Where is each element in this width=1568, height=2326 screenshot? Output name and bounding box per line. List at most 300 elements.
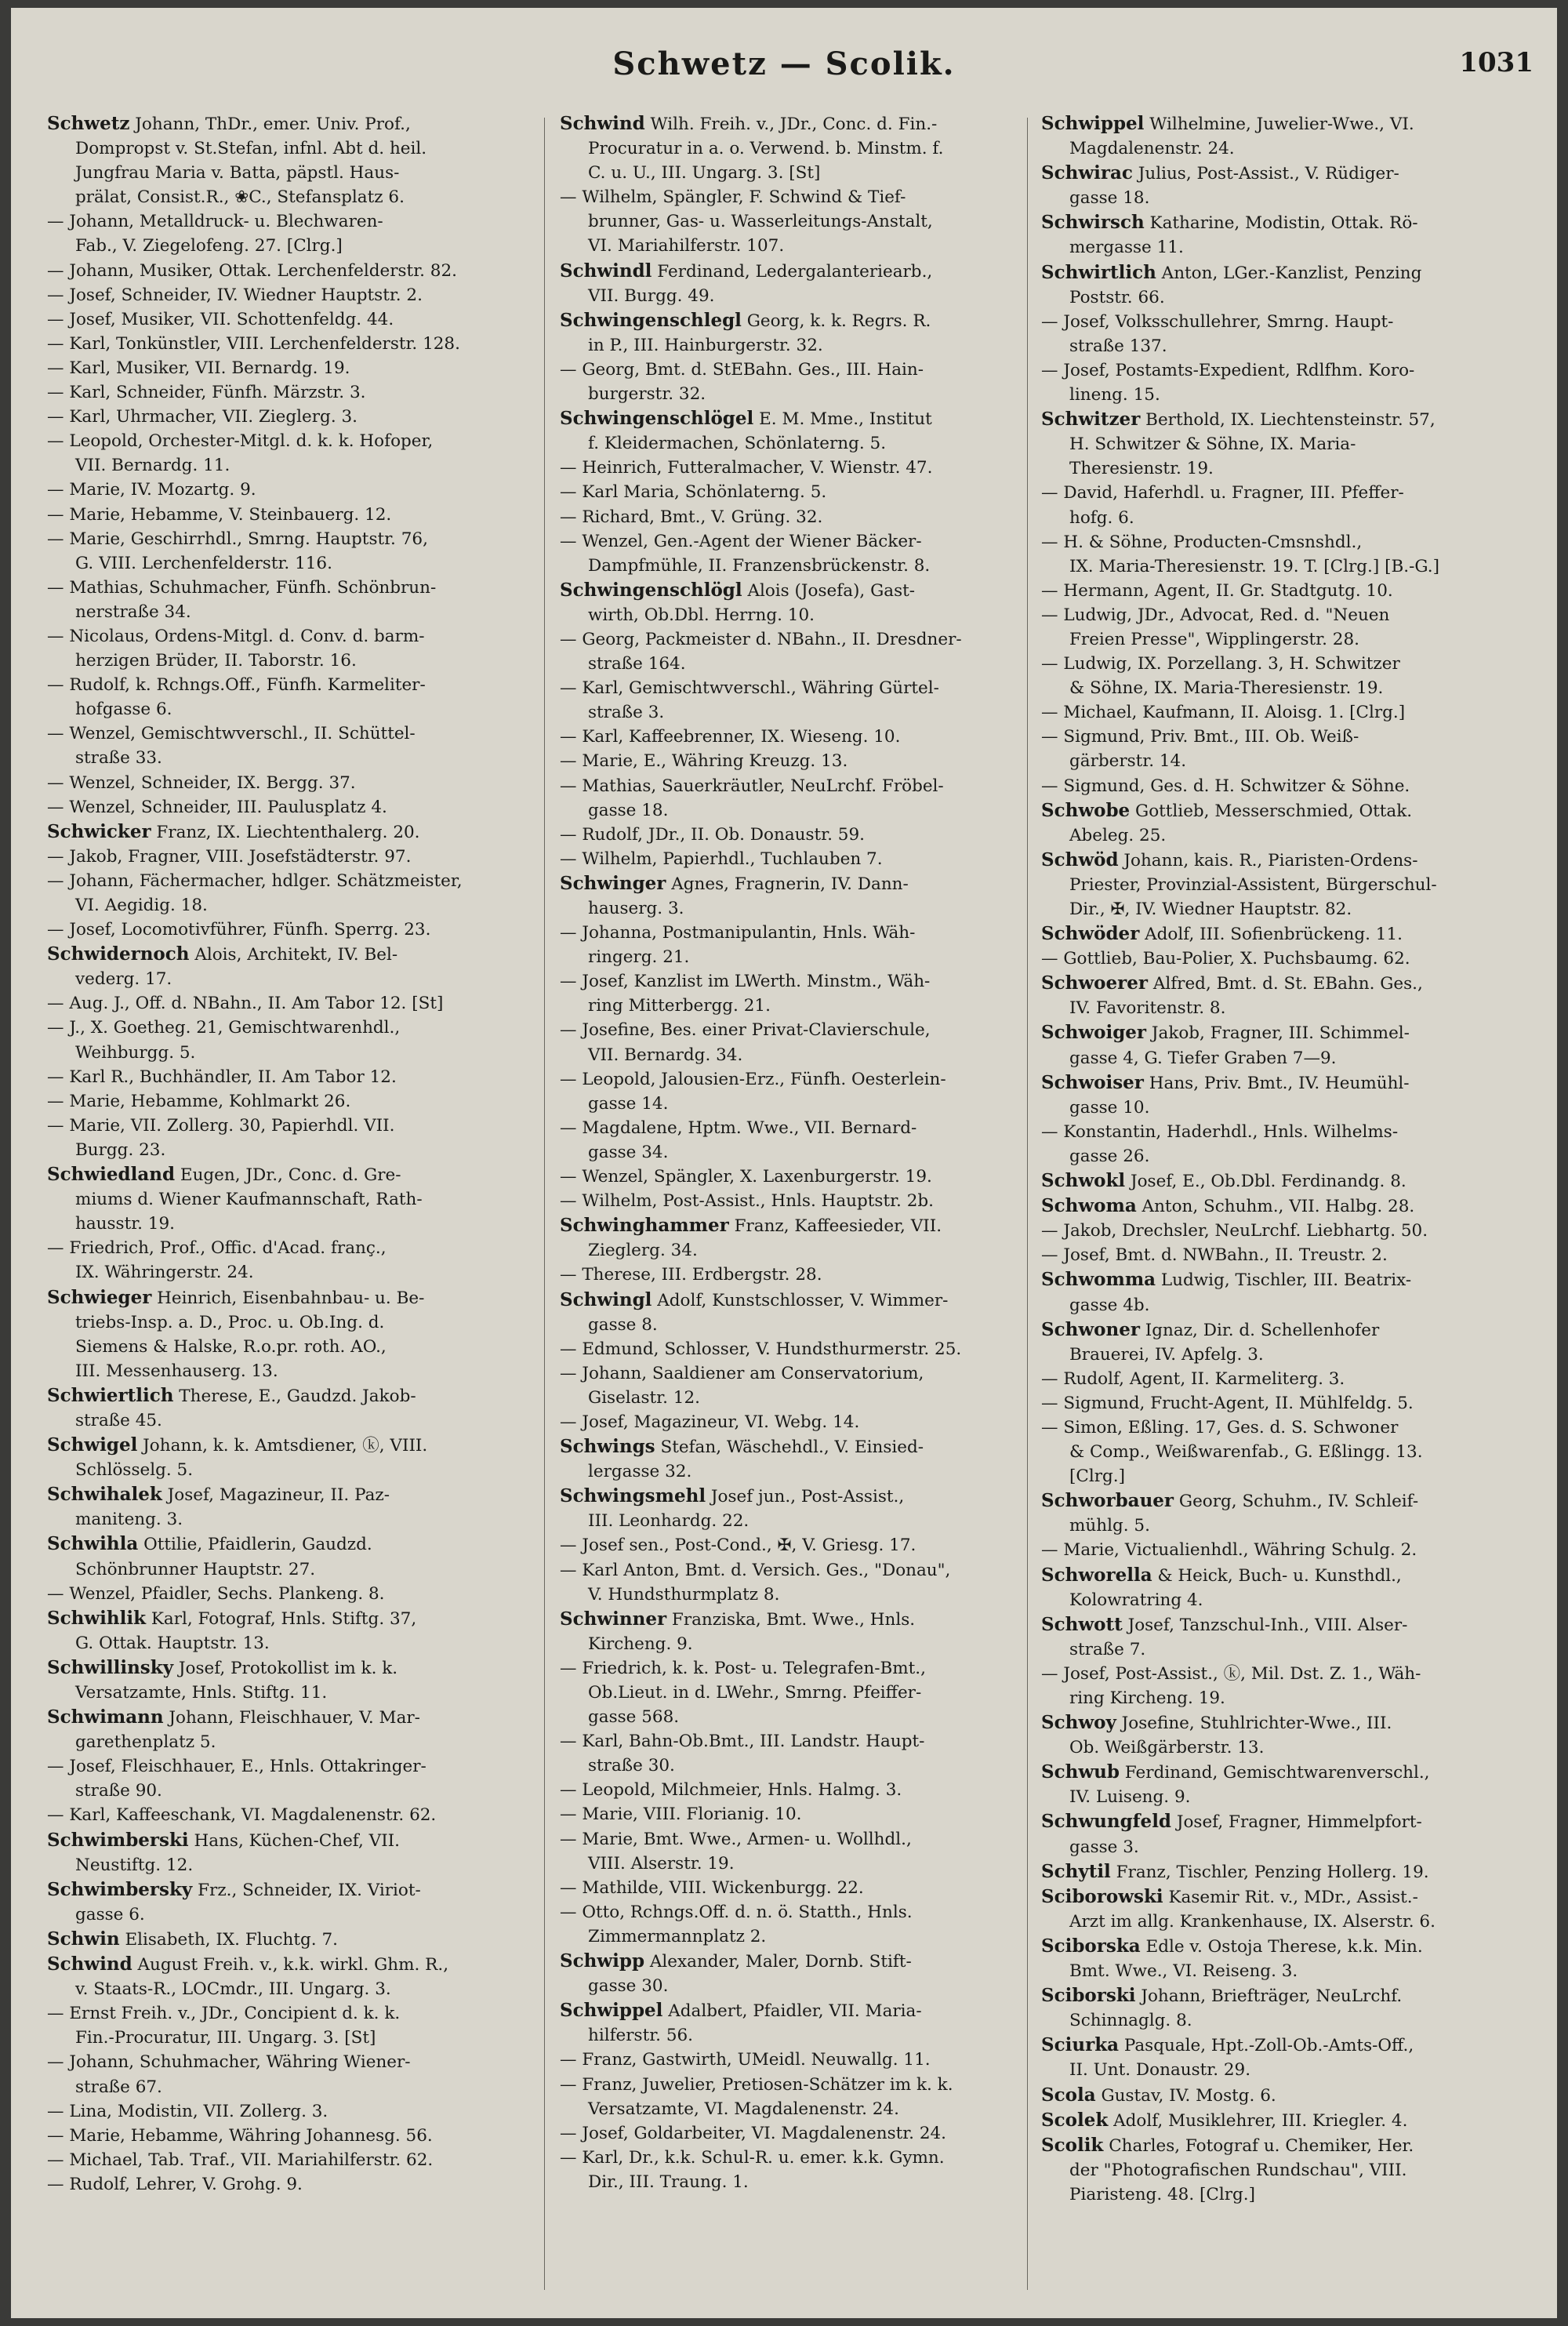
entry-continuation-dash: —	[560, 1902, 583, 1922]
entry-text: Magdalenenstr. 24.	[1069, 139, 1235, 159]
directory-entry-line	[47, 2026, 549, 2050]
entry-text: Franz, Juwelier, Pretiosen-Schätzer im k. k.	[582, 2074, 953, 2095]
entry-surname: Schwiertlich	[47, 1384, 174, 1406]
entry-continuation-dash: —	[560, 1265, 583, 1285]
entry-surname: Scola	[1041, 2084, 1096, 2106]
directory-entry-line	[47, 453, 549, 478]
entry-text: herzigen Brüder, II. Taborstr. 16.	[75, 651, 357, 671]
directory-entry-line	[47, 136, 549, 161]
directory-entry-line	[47, 1383, 549, 1408]
entry-surname: Schwott	[1041, 1613, 1123, 1635]
entry-continuation-dash: —	[560, 2123, 583, 2143]
directory-entry-line	[560, 749, 1062, 773]
directory-entry-line	[560, 896, 1062, 921]
directory-entry-line	[1041, 1488, 1543, 1514]
directory-entry-line	[47, 1458, 549, 1482]
entry-text: Schinnaglg. 8.	[1069, 2011, 1192, 2031]
entry-text: VII. Bernardg. 34.	[588, 1045, 743, 1065]
entry-surname: Schwirtlich	[1041, 261, 1156, 283]
entry-text: Fab., V. Ziegelofeng. 27. [Clrg.]	[75, 236, 343, 256]
entry-continuation-dash: —	[1041, 605, 1064, 625]
entry-continuation-dash: —	[560, 972, 583, 992]
entry-surname: Schwinghammer	[560, 1215, 729, 1237]
directory-entry-line	[560, 1313, 1062, 1337]
entry-continuation-dash: —	[560, 1339, 583, 1359]
entry-continuation-dash: —	[560, 1363, 583, 1383]
directory-entry-line	[560, 1410, 1062, 1434]
entry-text: Josef, Schneider, IV. Wiedner Hauptstr. 2.	[69, 285, 423, 305]
entry-text: & Comp., Weißwarenfab., G. Eßlingg. 13.	[1069, 1442, 1423, 1463]
entry-continuation-dash: —	[47, 797, 70, 817]
directory-entry-line	[1041, 530, 1543, 554]
entry-text: Gottlieb, Bau-Polier, X. Puchsbaumg. 62.	[1063, 949, 1410, 969]
entry-continuation-dash: —	[560, 482, 583, 503]
directory-entry-line	[1041, 1219, 1543, 1243]
entry-surname: Scolik	[1041, 2134, 1104, 2156]
entry-text: Kircheng. 9.	[588, 1634, 693, 1654]
entry-continuation-dash: —	[560, 727, 583, 747]
entry-text: Karl, Fotograf, Hnls. Stiftg. 37,	[146, 1608, 417, 1629]
entry-surname: Schwirsch	[1041, 212, 1145, 234]
directory-entry-line	[1041, 971, 1543, 996]
entry-text: Ottilie, Pfaidlerin, Gaudzd.	[138, 1535, 372, 1555]
entry-text: Wilhelm, Papierhdl., Tuchlauben 7.	[582, 849, 883, 869]
directory-entry-line	[560, 1140, 1062, 1165]
directory-entry-line	[1041, 1070, 1543, 1096]
directory-entry-line	[47, 1631, 549, 1655]
entry-text: Freien Presse", Wipplingerstr. 28.	[1069, 629, 1359, 649]
entry-text: gasse 3.	[1069, 1837, 1139, 1857]
directory-entry-line	[47, 1016, 549, 1040]
directory-entry-line	[1041, 2133, 1543, 2158]
entry-continuation-dash: —	[560, 751, 583, 772]
entry-continuation-dash: —	[47, 260, 70, 281]
directory-entry-line	[1041, 1243, 1543, 1267]
entry-continuation-dash: —	[560, 1560, 583, 1580]
directory-entry-line	[1041, 161, 1543, 186]
directory-entry-line	[47, 1828, 549, 1853]
entry-continuation-dash: —	[1041, 311, 1064, 332]
directory-entry-line	[560, 1583, 1062, 1607]
entry-text: Marie, Hebamme, Kohlmarkt 26.	[69, 1091, 351, 1111]
entry-text: lergasse 32.	[588, 1462, 692, 1482]
directory-entry-line	[560, 2170, 1062, 2194]
directory-entry-line	[560, 209, 1062, 234]
entry-text: Katharine, Modistin, Ottak. Rö-	[1144, 213, 1418, 234]
entry-text: Dampfmühle, II. Franzensbrückenstr. 8.	[588, 555, 931, 576]
entry-text: Josef, Goldarbeiter, VI. Magdalenenstr. 24.	[582, 2123, 947, 2143]
entry-continuation-dash: —	[560, 1829, 583, 1849]
entry-continuation-dash: —	[560, 2147, 583, 2168]
entry-text: Weihburgg. 5.	[75, 1042, 196, 1063]
entry-text: IX. Währingerstr. 24.	[75, 1263, 254, 1283]
entry-continuation-dash: —	[1041, 1368, 1064, 1389]
directory-entry-line	[47, 918, 549, 942]
directory-entry-line	[47, 1212, 549, 1236]
entry-text: Mathias, Sauerkräutler, NeuLrchf. Fröbel-	[582, 776, 944, 796]
entry-text: Johann, Fleischhauer, V. Mar-	[163, 1708, 420, 1728]
directory-entry-line	[1041, 1440, 1543, 1464]
entry-continuation-dash: —	[47, 772, 70, 793]
directory-entry-line	[1041, 725, 1543, 749]
directory-entry-line	[1041, 1120, 1543, 1144]
entry-text: Josef, Magazineur, II. Paz-	[162, 1485, 390, 1506]
entry-surname: Schwind	[560, 113, 645, 134]
entry-text: ring Mitterbergg. 21.	[588, 996, 771, 1016]
entry-surname: Schwin	[47, 1928, 120, 1950]
entry-surname: Scolek	[1041, 2109, 1109, 2131]
entry-surname: Schwoiser	[1041, 1071, 1144, 1093]
directory-entry-line	[560, 1754, 1062, 1778]
entry-text: Aug. J., Off. d. NBahn., II. Am Tabor 12. [St]	[69, 994, 444, 1014]
entry-continuation-dash: —	[47, 407, 70, 427]
entry-text: Hans, Küchen-Chef, VII.	[188, 1830, 401, 1851]
entry-continuation-dash: —	[47, 504, 70, 525]
entry-text: Mathias, Schuhmacher, Fünfh. Schönbrun-	[69, 577, 437, 598]
entry-text: gärberstr. 14.	[1069, 751, 1187, 772]
entry-surname: Schwingenschlögl	[560, 579, 742, 601]
directory-entry-line	[47, 332, 549, 356]
directory-entry-line	[560, 1778, 1062, 1802]
entry-text: Josef, Post-Assist., ⓚ, Mil. Dst. Z. 1., Wäh-	[1063, 1663, 1421, 1684]
entry-continuation-dash: —	[47, 1583, 70, 1604]
entry-text: gasse 18.	[588, 800, 669, 820]
entry-text: Josef, Magazineur, VI. Webg. 14.	[582, 1412, 860, 1432]
entry-surname: Schwihalek	[47, 1484, 162, 1506]
entry-text: E. M. Mme., Institut	[753, 409, 932, 430]
entry-text: gasse 10.	[1069, 1097, 1150, 1118]
entry-text: Johanna, Postmanipulantin, Hnls. Wäh-	[582, 923, 916, 943]
directory-entry-line	[1041, 506, 1543, 530]
entry-text: Versatzamte, VI. Magdalenenstr. 24.	[588, 2099, 899, 2119]
directory-entry-line	[560, 798, 1062, 823]
directory-entry-line	[47, 2148, 549, 2172]
entry-surname: Schwings	[560, 1436, 655, 1458]
entry-surname: Schwoner	[1041, 1318, 1140, 1340]
directory-columns	[11, 111, 1557, 2299]
entry-text: garethenplatz 5.	[75, 1732, 216, 1753]
directory-entry-line	[1041, 310, 1543, 334]
directory-entry-line	[47, 1260, 549, 1285]
directory-entry-line	[47, 2099, 549, 2124]
entry-continuation-dash: —	[560, 1780, 583, 1801]
directory-entry-line	[1041, 652, 1543, 676]
entry-text: gasse 18.	[1069, 188, 1150, 209]
directory-entry-line	[1041, 1910, 1543, 1934]
directory-entry-line	[47, 624, 549, 649]
entry-text: in P., III. Hainburgerstr. 32.	[588, 335, 823, 355]
directory-entry-line	[47, 1730, 549, 1754]
directory-entry-line	[47, 1236, 549, 1260]
directory-entry-line	[1041, 136, 1543, 161]
entry-text: III. Leonhardg. 22.	[588, 1511, 750, 1532]
directory-entry-line	[47, 845, 549, 869]
entry-text: G. VIII. Lerchenfelderstr. 116.	[75, 553, 332, 573]
entry-text: Johann, kais. R., Piaristen-Ordens-	[1118, 850, 1418, 870]
directory-entry-line	[560, 529, 1062, 554]
directory-entry-line	[1041, 848, 1543, 873]
entry-text: gasse 6.	[75, 1904, 145, 1924]
directory-entry-line	[560, 2121, 1062, 2146]
entry-text: VIII. Alserstr. 19.	[588, 1853, 735, 1874]
entry-text: II. Unt. Donaustr. 29.	[1069, 2060, 1251, 2081]
entry-surname: Schwirac	[1041, 162, 1133, 184]
entry-continuation-dash: —	[560, 1167, 583, 1187]
entry-continuation-dash: —	[1041, 703, 1064, 723]
directory-entry-line	[47, 991, 549, 1016]
entry-text: Adalbert, Pfaidler, VII. Maria-	[662, 2001, 922, 2022]
entry-continuation-dash: —	[560, 2050, 583, 2070]
directory-entry-line	[47, 1606, 549, 1631]
directory-entry-line	[1041, 407, 1543, 432]
directory-entry-line	[1041, 603, 1543, 627]
directory-entry-line	[560, 700, 1062, 725]
entry-text: Josef sen., Post-Cond., ✠, V. Griesg. 17.	[582, 1536, 916, 1556]
directory-entry-line	[1041, 1710, 1543, 1735]
entry-text: Wenzel, Spängler, X. Laxenburgerstr. 19.	[582, 1167, 932, 1187]
entry-surname: Schwinner	[560, 1608, 667, 1630]
entry-text: H. Schwitzer & Söhne, IX. Maria-	[1069, 434, 1356, 455]
entry-text: ringerg. 21.	[588, 947, 690, 968]
entry-text: Marie, E., Währing Kreuzg. 13.	[582, 751, 848, 772]
directory-entry-line	[1041, 700, 1543, 725]
entry-text: Kolowratring 4.	[1069, 1590, 1203, 1610]
entry-text: Josef, Bmt. d. NWBahn., II. Treustr. 2.	[1063, 1245, 1388, 1266]
entry-text: Josef, Kanzlist im LWerth. Minstm., Wäh-	[582, 972, 931, 992]
entry-continuation-dash: —	[560, 531, 583, 551]
directory-entry-line	[1041, 897, 1543, 921]
directory-entry-line	[47, 1310, 549, 1335]
directory-entry-line	[560, 774, 1062, 798]
directory-entry-line	[1041, 186, 1543, 210]
directory-entry-line	[1041, 1785, 1543, 1809]
entry-text: Julius, Post-Assist., V. Rüdiger-	[1132, 164, 1399, 184]
directory-entry-line	[1041, 947, 1543, 971]
entry-continuation-dash: —	[47, 309, 70, 329]
directory-entry-line	[47, 1187, 549, 1212]
entry-text: Karl, Schneider, Fünfh. Märzstr. 3.	[69, 383, 366, 403]
entry-text: Ludwig, JDr., Advocat, Red. d. "Neuen	[1063, 605, 1390, 625]
directory-entry-line	[1041, 235, 1543, 260]
entry-text: Wilhelm, Spängler, F. Schwind & Tief-	[582, 187, 906, 208]
entry-text: Giselastr. 12.	[588, 1387, 700, 1408]
entry-text: Wenzel, Gen.-Agent der Wiener Bäcker-	[582, 531, 922, 551]
entry-text: straße 137.	[1069, 336, 1167, 356]
directory-entry-line	[1041, 1760, 1543, 1785]
entry-text: Leopold, Orchester-Mitgl. d. k. k. Hofoper,	[69, 431, 434, 452]
entry-surname: Schworella	[1041, 1564, 1152, 1586]
entry-text: Karl, Tonkünstler, VIII. Lerchenfelderstr. 128.	[69, 333, 460, 354]
directory-entry-line	[1041, 1317, 1543, 1343]
directory-entry-line	[560, 1484, 1062, 1509]
entry-text: Wenzel, Gemischtwverschl., II. Schüttel-	[69, 724, 416, 744]
entry-text: Therese, E., Gaudzd. Jakob-	[173, 1386, 416, 1406]
entry-text: Karl R., Buchhändler, II. Am Tabor 12.	[69, 1067, 397, 1087]
directory-entry-line	[560, 505, 1062, 529]
entry-surname: Schwieger	[47, 1286, 152, 1308]
directory-entry-line	[560, 1729, 1062, 1754]
entry-text: vederg. 17.	[75, 969, 172, 990]
entry-text: Johann, Schuhmacher, Währing Wiener-	[69, 2052, 411, 2073]
directory-entry-line	[560, 1165, 1062, 1189]
directory-entry-line	[47, 1803, 549, 1827]
directory-entry-line	[560, 921, 1062, 945]
directory-entry-line	[1041, 1168, 1543, 1194]
directory-entry-line	[47, 967, 549, 991]
directory-entry-line	[1041, 1416, 1543, 1440]
directory-entry-line	[1041, 2083, 1543, 2108]
entry-text: Georg, Packmeister d. NBahn., II. Dresdner-	[582, 629, 962, 649]
directory-entry-line	[1041, 1391, 1543, 1416]
entry-text: Wilhelmine, Juwelier-Wwe., VI.	[1144, 114, 1414, 134]
entry-continuation-dash: —	[1041, 654, 1064, 674]
directory-entry-line	[560, 161, 1062, 185]
entry-surname: Schwippel	[560, 2000, 663, 2022]
entry-continuation-dash: —	[1041, 1540, 1064, 1561]
entry-text: Josef, Volksschullehrer, Smrng. Haupt-	[1063, 311, 1394, 332]
directory-entry-line	[47, 1041, 549, 1065]
directory-entry-line	[1041, 1959, 1543, 1983]
entry-text: Josef, Postamts-Expedient, Rdlfhm. Koro-	[1063, 360, 1415, 380]
entry-text: VI. Mariahilferstr. 107.	[588, 236, 785, 256]
entry-text: [Clrg.]	[1069, 1466, 1125, 1487]
directory-entry-line	[47, 1138, 549, 1162]
entry-continuation-dash: —	[1041, 360, 1064, 380]
entry-text: Alexander, Maler, Dornb. Stift-	[644, 1952, 912, 1972]
directory-entry-line	[560, 1434, 1062, 1459]
directory-entry-line	[560, 1533, 1062, 1557]
entry-text: Zieglerg. 34.	[588, 1241, 698, 1261]
entry-text: gasse 14.	[588, 1093, 669, 1114]
entry-text: hilferstr. 56.	[588, 2026, 694, 2046]
directory-entry-line	[560, 358, 1062, 382]
entry-text: gasse 34.	[588, 1142, 669, 1162]
entry-text: Neustiftg. 12.	[75, 1855, 194, 1875]
directory-entry-line	[1041, 285, 1543, 310]
entry-text: Gustav, IV. Mostg. 6.	[1095, 2085, 1276, 2106]
entry-text: Richard, Bmt., V. Grüng. 32.	[582, 507, 823, 527]
entry-text: gasse 568.	[588, 1707, 680, 1728]
directory-entry-line	[47, 1582, 549, 1606]
entry-text: Schlösselg. 5.	[75, 1460, 194, 1481]
entry-text: hofg. 6.	[1069, 507, 1134, 528]
directory-entry-line	[47, 380, 549, 405]
directory-entry-line	[47, 1779, 549, 1803]
directory-entry-line	[47, 820, 549, 845]
directory-entry-line	[560, 603, 1062, 627]
entry-continuation-dash: —	[47, 431, 70, 452]
directory-entry-line	[1041, 260, 1543, 285]
entry-text: straße 30.	[588, 1756, 675, 1776]
directory-entry-line	[1041, 554, 1543, 579]
directory-entry-line	[47, 1359, 549, 1383]
directory-entry-line	[47, 503, 549, 527]
directory-entry-line	[1041, 1735, 1543, 1760]
entry-continuation-dash: —	[1041, 1417, 1064, 1437]
entry-text: IV. Favoritenstr. 8.	[1069, 998, 1226, 1019]
directory-entry-line	[47, 209, 549, 234]
directory-entry-line	[1041, 1884, 1543, 1910]
directory-entry-line	[47, 576, 549, 600]
entry-text: Gottlieb, Messerschmied, Ottak.	[1130, 801, 1413, 821]
directory-entry-line	[560, 1998, 1062, 2023]
entry-surname: Schwokl	[1041, 1170, 1126, 1192]
directory-entry-line	[47, 2172, 549, 2197]
entry-surname: Schwihlik	[47, 1607, 147, 1629]
directory-entry-line	[47, 746, 549, 770]
directory-entry-line	[560, 308, 1062, 333]
directory-entry-line	[560, 1852, 1062, 1876]
page-number: 1031	[1459, 47, 1534, 78]
directory-entry-line	[560, 234, 1062, 258]
entry-text: Josef, Musiker, VII. Schottenfeldg. 44.	[69, 309, 394, 329]
entry-text: Jakob, Fragner, VIII. Josefstädterstr. 97.	[69, 846, 412, 867]
entry-text: Berthold, IX. Liechtensteinstr. 57,	[1140, 410, 1436, 431]
directory-entry-line	[47, 551, 549, 576]
directory-entry-line	[560, 1681, 1062, 1705]
directory-entry-line	[560, 554, 1062, 578]
entry-text: David, Haferhdl. u. Fragner, III. Pfeffer-	[1063, 483, 1404, 503]
entry-surname: Schwetz	[47, 113, 130, 134]
entry-continuation-dash: —	[1041, 776, 1064, 796]
entry-text: Leopold, Jalousien-Erz., Fünfh. Oesterlein-	[582, 1069, 946, 1089]
entry-text: VII. Burgg. 49.	[588, 285, 715, 306]
directory-entry-line	[560, 676, 1062, 700]
entry-continuation-dash: —	[1041, 483, 1064, 503]
entry-text: Karl Maria, Schönlaterng. 5.	[582, 482, 827, 503]
entry-text: Therese, III. Erdbergstr. 28.	[582, 1265, 822, 1285]
entry-continuation-dash: —	[560, 2074, 583, 2095]
entry-text: straße 45.	[75, 1410, 162, 1430]
entry-continuation-dash: —	[47, 1018, 70, 1038]
entry-text: Wenzel, Schneider, IX. Bergg. 37.	[69, 772, 356, 793]
entry-continuation-dash: —	[47, 2150, 70, 2170]
directory-entry-line	[560, 431, 1062, 456]
entry-continuation-dash: —	[47, 870, 70, 891]
entry-text: Alois (Josefa), Gast-	[742, 580, 916, 601]
entry-text: Theresienstr. 19.	[1069, 459, 1214, 479]
entry-surname: Schwinger	[560, 872, 666, 894]
directory-entry-line	[1041, 1637, 1543, 1662]
directory-entry-line	[1041, 334, 1543, 358]
entry-text: gasse 26.	[1069, 1146, 1150, 1166]
directory-entry-line	[560, 1213, 1062, 1238]
entry-text: IV. Luiseng. 9.	[1069, 1787, 1191, 1808]
entry-text: Georg, k. k. Regrs. R.	[741, 311, 931, 331]
directory-entry-line	[1041, 921, 1543, 947]
directory-entry-line	[560, 2073, 1062, 2097]
entry-text: mergasse 11.	[1069, 238, 1184, 258]
entry-text: III. Messenhauserg. 13.	[75, 1361, 278, 1381]
directory-entry-line	[1041, 383, 1543, 407]
entry-text: Josefine, Bes. einer Privat-Clavierschule,	[582, 1020, 931, 1041]
entry-continuation-dash: —	[1041, 580, 1064, 601]
entry-continuation-dash: —	[560, 629, 583, 649]
entry-text: Franz, Gastwirth, UMeidl. Neuwallg. 11.	[582, 2050, 931, 2070]
directory-entry-line	[47, 771, 549, 795]
entry-continuation-dash: —	[47, 358, 70, 378]
entry-text: Dir., ✠, IV. Wiedner Hauptstr. 82.	[1069, 900, 1352, 919]
entry-continuation-dash: —	[1041, 949, 1064, 969]
entry-text: Josef, Fragner, Himmelpfort-	[1171, 1812, 1422, 1833]
directory-entry-line	[47, 1065, 549, 1089]
directory-entry-line	[560, 725, 1062, 749]
entry-text: Wilh. Freih. v., JDr., Conc. d. Fin.-	[644, 114, 938, 134]
directory-entry-line	[47, 1089, 549, 1114]
entry-text: Magdalene, Hptm. Wwe., VII. Bernard-	[582, 1118, 917, 1138]
entry-text: Marie, Geschirrhdl., Smrng. Hauptstr. 76,	[69, 529, 428, 549]
entry-text: Johann, ThDr., emer. Univ. Prof.,	[129, 114, 411, 134]
